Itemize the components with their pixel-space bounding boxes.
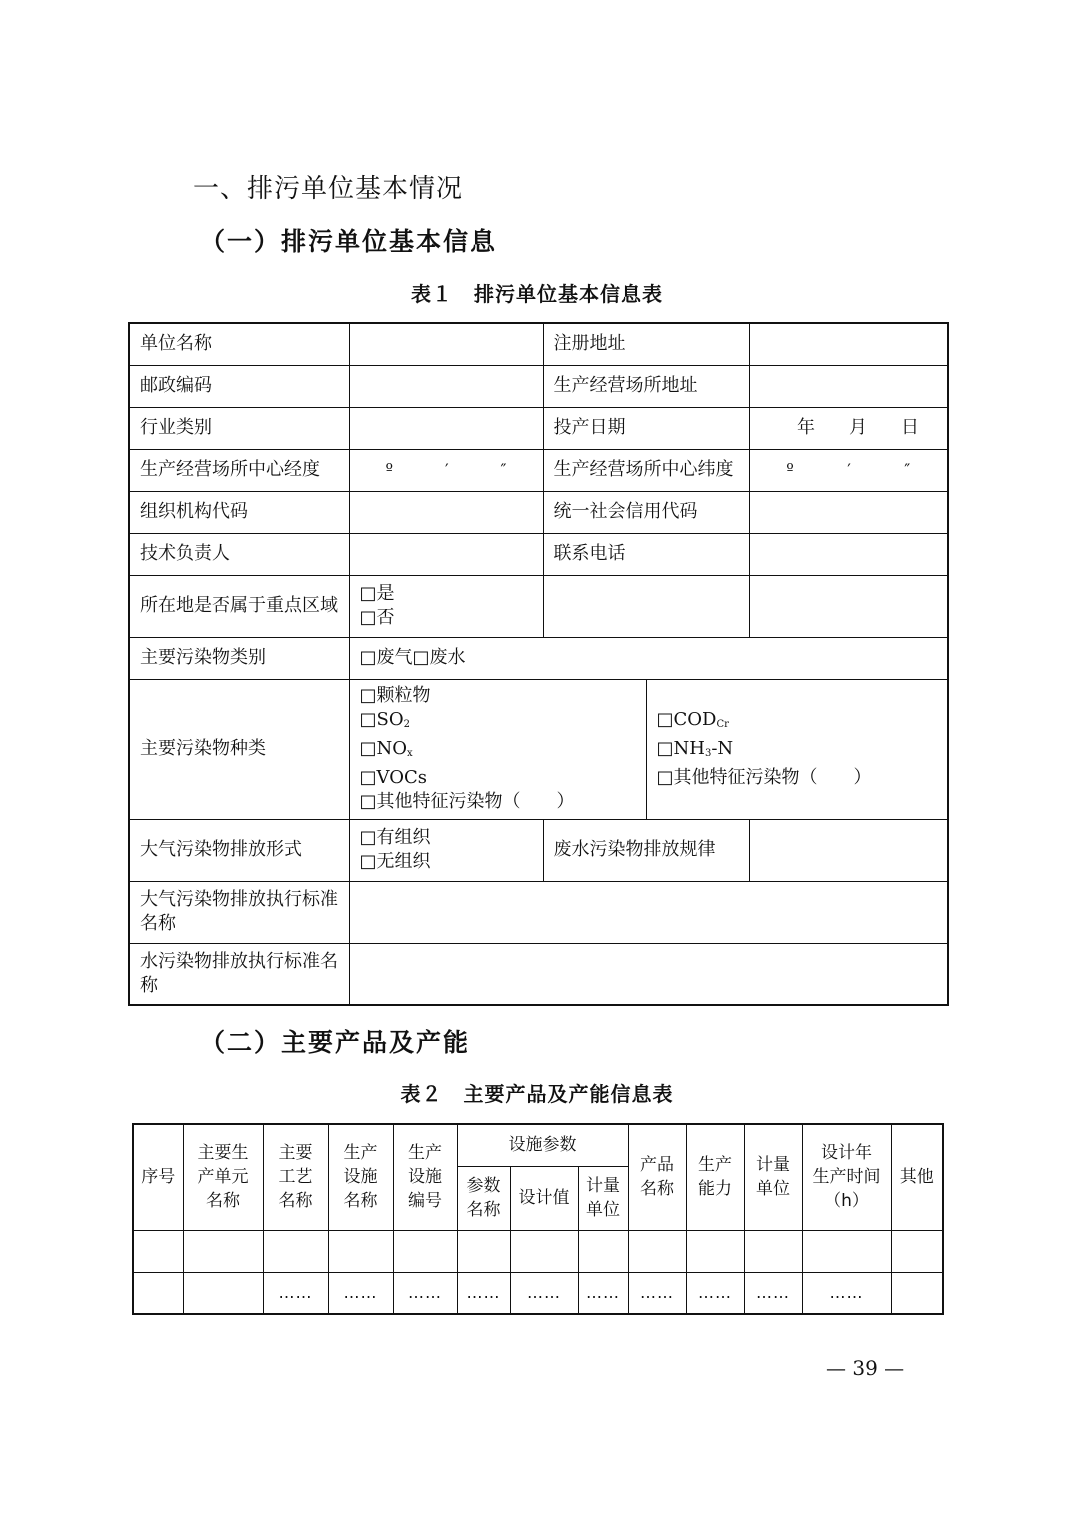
longitude-cell[interactable] [349, 449, 543, 491]
label-cell: 所在地是否属于重点区域 [129, 575, 349, 637]
table-cell[interactable] [510, 1230, 578, 1272]
table-row [129, 323, 948, 365]
label-cell: 水污染物排放执行标准名称 [129, 943, 349, 1005]
value-cell[interactable] [749, 365, 948, 407]
minute-mark: ′ [847, 460, 851, 479]
table-cell[interactable] [891, 1230, 943, 1272]
ellipsis-cell: …… [393, 1272, 457, 1314]
label-cell: 注册地址 [543, 323, 749, 365]
vocs-checkbox[interactable]: □VOCs [359, 767, 427, 788]
pollutant-category-options[interactable]: □废气□废水 [349, 637, 948, 679]
label-cell: 联系电话 [543, 533, 749, 575]
table-cell[interactable] [578, 1230, 628, 1272]
table-row [129, 679, 948, 819]
degree-mark: º [786, 460, 794, 479]
label-cell: 邮政编码 [129, 365, 349, 407]
label-cell: 大气污染物排放执行标准名称 [129, 881, 349, 943]
label-cell: 生产经营场所中心纬度 [543, 449, 749, 491]
products-capacity-table [132, 1123, 944, 1315]
minute-mark: ′ [444, 460, 449, 479]
table-cell[interactable] [891, 1272, 943, 1314]
table-cell[interactable] [802, 1230, 891, 1272]
degree-mark: º [385, 460, 393, 479]
table-cell[interactable] [183, 1230, 263, 1272]
ellipsis-cell: …… [628, 1272, 686, 1314]
table-row [129, 819, 948, 881]
key-region-yes-checkbox[interactable]: □是 [359, 583, 395, 604]
value-cell[interactable] [349, 365, 543, 407]
basic-info-table [128, 322, 949, 1006]
table-row [129, 449, 948, 491]
label-cell: 主要污染物类别 [129, 637, 349, 679]
so2-checkbox[interactable]: $□SO_2$ [359, 709, 410, 730]
month-label: 月 [849, 417, 867, 438]
ellipsis-cell: …… [328, 1272, 393, 1314]
table-row [129, 491, 948, 533]
value-cell[interactable] [749, 533, 948, 575]
air-pollutant-options [349, 679, 646, 819]
value-cell[interactable] [349, 491, 543, 533]
header-design-hours: 设计年 生产时间 （h） [802, 1124, 891, 1230]
table-cell[interactable] [457, 1230, 510, 1272]
label-cell: 统一社会信用代码 [543, 491, 749, 533]
value-cell[interactable] [349, 533, 543, 575]
value-cell[interactable] [749, 323, 948, 365]
table-row [129, 407, 948, 449]
ellipsis-cell: …… [802, 1272, 891, 1314]
second-mark: ″ [904, 460, 911, 479]
label-cell: 主要污染物种类 [129, 679, 349, 819]
table-cell[interactable] [133, 1272, 183, 1314]
page-number: — 39 — [826, 1356, 905, 1380]
value-cell[interactable] [349, 943, 948, 1005]
nox-checkbox[interactable]: $□NO_x$ [359, 738, 413, 759]
other-water-pollutant-checkbox[interactable]: □其他特征污染物（ ） [656, 767, 872, 788]
header-facility-name: 生产 设施 名称 [328, 1124, 393, 1230]
cod-checkbox[interactable]: $□COD_{Cr}$ [656, 709, 729, 730]
particulate-checkbox[interactable]: □颗粒物 [359, 685, 431, 706]
label-cell: 废水污染物排放规律 [543, 819, 749, 881]
label-cell: 技术负责人 [129, 533, 349, 575]
header-param-name: 参数 名称 [457, 1166, 510, 1230]
nh3n-checkbox[interactable]: $□NH_3-N$ [656, 738, 734, 759]
value-cell[interactable] [349, 881, 948, 943]
table-cell[interactable] [686, 1230, 744, 1272]
subsection-heading-basic-info: （一）排污单位基本信息 [200, 227, 498, 256]
label-cell: 单位名称 [129, 323, 349, 365]
table-row [129, 533, 948, 575]
key-region-no-checkbox[interactable]: □否 [359, 607, 395, 628]
empty-cell [749, 575, 948, 637]
organized-checkbox[interactable]: □有组织 [359, 827, 431, 848]
header-param-unit: 计量 单位 [578, 1166, 628, 1230]
section-heading: 一、排污单位基本情况 [193, 174, 464, 204]
other-air-pollutant-checkbox[interactable]: □其他特征污染物（ ） [359, 791, 575, 812]
ellipsis-cell: …… [510, 1272, 578, 1314]
header-other: 其他 [891, 1124, 943, 1230]
value-cell[interactable] [349, 323, 543, 365]
header-capacity: 生产 能力 [686, 1124, 744, 1230]
label-cell: 投产日期 [543, 407, 749, 449]
ellipsis-cell: …… [578, 1272, 628, 1314]
unorganized-checkbox[interactable]: □无组织 [359, 851, 431, 872]
header-facility-no: 生产 设施 编号 [393, 1124, 457, 1230]
header-design-value: 设计值 [510, 1166, 578, 1230]
empty-cell [543, 575, 749, 637]
subsection-heading-products: （二）主要产品及产能 [200, 1028, 471, 1057]
table-cell[interactable] [744, 1230, 802, 1272]
key-region-options [349, 575, 543, 637]
label-cell: 生产经营场所中心经度 [129, 449, 349, 491]
label-cell: 生产经营场所地址 [543, 365, 749, 407]
table-cell[interactable] [133, 1230, 183, 1272]
table-row [133, 1230, 943, 1272]
header-row [133, 1124, 943, 1166]
table-row [129, 943, 948, 1005]
table1-caption: 表１ 排污单位基本信息表 [411, 282, 663, 306]
value-cell[interactable] [749, 491, 948, 533]
header-measure-unit: 计量 单位 [744, 1124, 802, 1230]
table-cell[interactable] [328, 1230, 393, 1272]
date-cell[interactable] [749, 407, 948, 449]
table-row [129, 637, 948, 679]
ellipsis-cell: …… [686, 1272, 744, 1314]
water-pollutant-options [646, 679, 948, 819]
table-cell[interactable] [263, 1230, 328, 1272]
emission-form-options [349, 819, 543, 881]
header-process-name: 主要 工艺 名称 [263, 1124, 328, 1230]
header-seq: 序号 [133, 1124, 183, 1230]
table-row [129, 881, 948, 943]
table2-caption: 表２ 主要产品及产能信息表 [400, 1082, 674, 1106]
ellipsis-cell: …… [744, 1272, 802, 1314]
ellipsis-cell: …… [263, 1272, 328, 1314]
value-cell[interactable] [749, 819, 948, 881]
year-label: 年 [797, 417, 815, 438]
table-cell[interactable] [393, 1230, 457, 1272]
ellipsis-cell: …… [457, 1272, 510, 1314]
label-cell: 组织机构代码 [129, 491, 349, 533]
value-cell[interactable] [349, 407, 543, 449]
table-row [129, 365, 948, 407]
header-unit-name: 主要生 产单元 名称 [183, 1124, 263, 1230]
second-mark: ″ [500, 460, 507, 479]
label-cell: 大气污染物排放形式 [129, 819, 349, 881]
table-row [133, 1272, 943, 1314]
day-label: 日 [901, 417, 919, 438]
header-facility-params: 设施参数 [457, 1124, 628, 1166]
table-cell[interactable] [628, 1230, 686, 1272]
latitude-cell[interactable] [749, 449, 948, 491]
label-cell: 行业类别 [129, 407, 349, 449]
table-row [129, 575, 948, 637]
header-product-name: 产品 名称 [628, 1124, 686, 1230]
table-cell[interactable] [183, 1272, 263, 1314]
